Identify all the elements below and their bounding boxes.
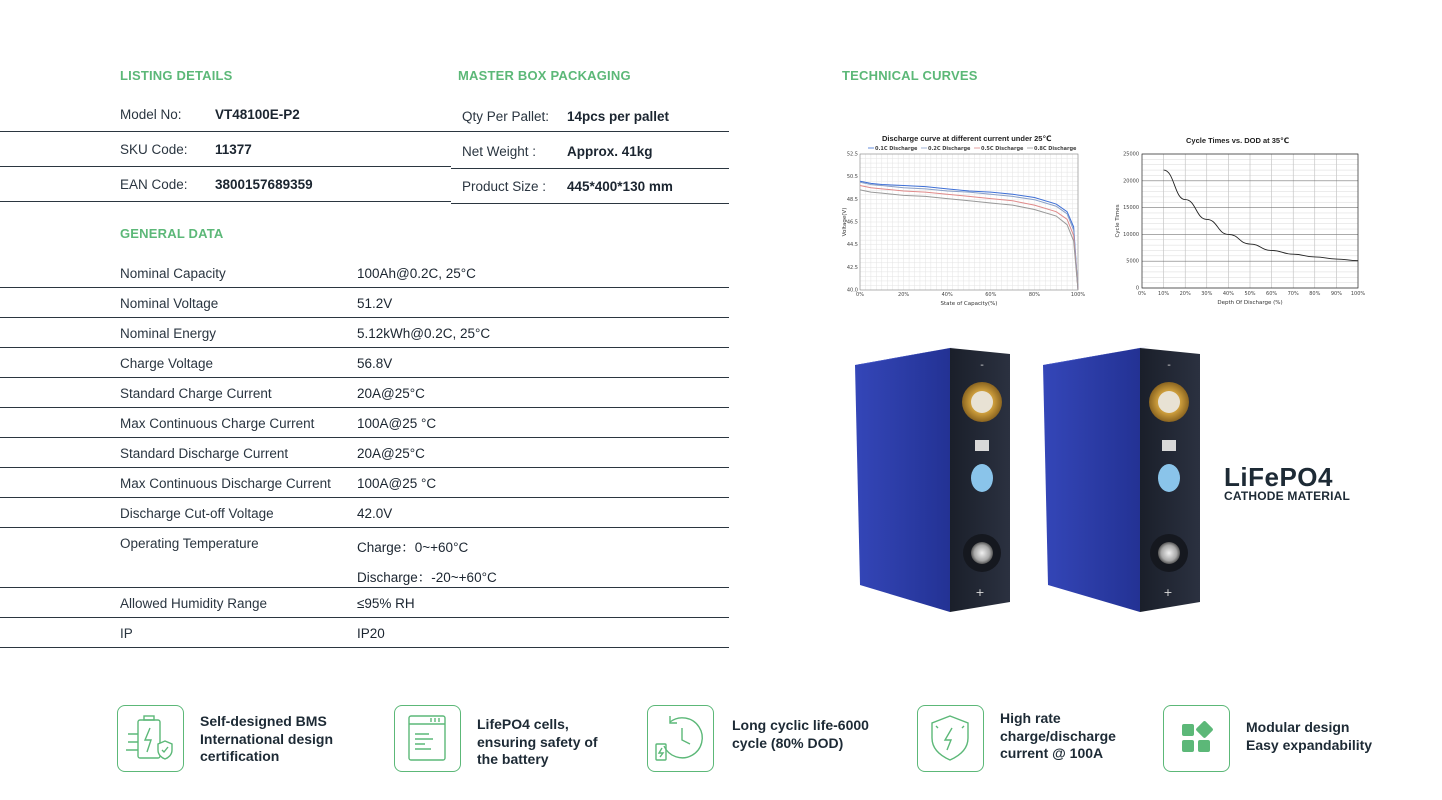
general-data-label: Standard Charge Current bbox=[120, 386, 272, 401]
lifepo4-title: LiFePO4 bbox=[1224, 462, 1333, 492]
model-value: VT48100E-P2 bbox=[215, 106, 300, 122]
chart1-xtick: 100% bbox=[1070, 292, 1086, 298]
weight-value: Approx. 41kg bbox=[567, 143, 653, 159]
general-data-row bbox=[0, 558, 729, 588]
chart1-ytick: 46.5 bbox=[846, 219, 858, 226]
general-data-row bbox=[0, 348, 729, 378]
general-data-label: Nominal Energy bbox=[120, 326, 217, 341]
technical-curves-title: TECHNICAL CURVES bbox=[842, 68, 978, 83]
general-data-value: 42.0V bbox=[357, 506, 393, 521]
chart1-ytick: 50.5 bbox=[846, 174, 858, 181]
battery-cell-left bbox=[855, 346, 1010, 612]
ean-value: 3800157689359 bbox=[215, 176, 313, 192]
feature-bms-line2: International design bbox=[200, 730, 334, 747]
general-data-value: 100A@25 °C bbox=[357, 476, 437, 491]
ean-label: EAN Code: bbox=[120, 176, 188, 192]
general-data-label: Nominal Voltage bbox=[120, 296, 219, 311]
general-data-value: 100A@25 °C bbox=[357, 416, 437, 431]
qty-value: 14pcs per pallet bbox=[567, 109, 670, 124]
cycle-times-chart bbox=[1110, 132, 1370, 312]
general-data-row bbox=[0, 288, 729, 318]
chart1-legend-label: 0.5C Discharge bbox=[981, 146, 1024, 152]
general-data-value: ≤95% RH bbox=[357, 596, 415, 611]
feature-cells-text bbox=[477, 716, 598, 769]
chart2-xtick: 30% bbox=[1201, 291, 1213, 297]
feature-highrate-line2: charge/discharge bbox=[1000, 727, 1116, 744]
listing-details-title: LISTING DETAILS bbox=[120, 68, 233, 83]
feature-modular-line1: Modular design bbox=[1246, 719, 1350, 735]
feature-highrate-line1: High rate bbox=[1000, 710, 1061, 726]
chart2-xtick: 40% bbox=[1222, 291, 1234, 297]
feature-highrate-line3: current @ 100A bbox=[1000, 745, 1104, 761]
chart2-xtick: 90% bbox=[1330, 291, 1342, 297]
model-label: Model No: bbox=[120, 106, 182, 122]
master-box-title: MASTER BOX PACKAGING bbox=[458, 68, 631, 83]
general-data-label: Standard Discharge Current bbox=[120, 446, 289, 461]
general-data-value: 20A@25°C bbox=[357, 446, 425, 461]
general-data-row bbox=[0, 378, 729, 408]
weight-label: Net Weight : bbox=[462, 143, 537, 159]
cycle-times-svg bbox=[1110, 132, 1370, 312]
chart2-ytick: 20000 bbox=[1123, 178, 1139, 185]
general-data-row bbox=[0, 408, 729, 438]
feature-cycle-line1: Long cyclic life-6000 bbox=[732, 717, 869, 733]
chart2-xtick: 10% bbox=[1158, 291, 1170, 297]
feature-modular-line2: Easy expandability bbox=[1246, 736, 1373, 753]
size-value: 445*400*130 mm bbox=[567, 178, 673, 194]
feature-cells-line3: the battery bbox=[477, 751, 549, 767]
battery-cells-image bbox=[850, 340, 1210, 620]
modular-grid-icon bbox=[1163, 705, 1230, 772]
discharge-curve-svg bbox=[838, 132, 1086, 312]
discharge-curve-chart bbox=[838, 132, 1086, 312]
bms-shield-icon bbox=[117, 705, 184, 772]
feature-bms-line3: certification bbox=[200, 748, 280, 764]
general-data-row bbox=[0, 528, 729, 558]
general-data-row bbox=[0, 468, 729, 498]
feature-highrate-text bbox=[1000, 710, 1116, 763]
general-data-label: Charge Voltage bbox=[120, 356, 214, 371]
chart2-xtick: 100% bbox=[1350, 291, 1366, 297]
qty-label: Qty Per Pallet: bbox=[462, 109, 550, 124]
chart1-ytick: 40.0 bbox=[846, 287, 858, 294]
master-row-qty bbox=[451, 99, 729, 134]
chart1-xtick: 20% bbox=[898, 292, 910, 298]
chart1-ytick: 52.5 bbox=[846, 151, 858, 158]
general-data-value: Charge：0~+60°C bbox=[357, 540, 469, 555]
general-data-label: IP bbox=[120, 626, 133, 641]
general-data-row bbox=[0, 588, 729, 618]
listing-row-sku bbox=[0, 132, 451, 167]
general-data-title: GENERAL DATA bbox=[120, 226, 224, 241]
chart2-xtick: 80% bbox=[1309, 291, 1321, 297]
listing-row-ean bbox=[0, 167, 451, 202]
feature-modular-text bbox=[1246, 719, 1372, 754]
feature-cells-line2: ensuring safety of bbox=[477, 733, 598, 750]
general-data-value: Discharge：-20~+60°C bbox=[357, 570, 497, 585]
feature-cycle-line2: cycle (80% DOD) bbox=[732, 734, 844, 751]
general-data-row bbox=[0, 258, 729, 288]
chart1-xlabel: State of Capacity(%) bbox=[940, 301, 998, 307]
chart2-ylabel: Cycle Times bbox=[1115, 204, 1121, 238]
cell-right-negative-mark: - bbox=[1167, 360, 1171, 371]
battery-cell-icon bbox=[394, 705, 461, 772]
chart2-ytick: 15000 bbox=[1123, 205, 1139, 212]
chart2-title: Cycle Times vs. DOD at 35℃ bbox=[1186, 136, 1290, 145]
general-data-row bbox=[0, 498, 729, 528]
chart2-xlabel: Depth Of Discharge (%) bbox=[1217, 300, 1283, 306]
general-data-value: IP20 bbox=[357, 626, 385, 641]
chart1-title: Discharge curve at different current under 25℃ bbox=[882, 134, 1052, 143]
general-data-row bbox=[0, 318, 729, 348]
feature-cells-line1: LifePO4 cells, bbox=[477, 716, 569, 732]
cycle-life-icon bbox=[647, 705, 714, 772]
chart2-series-line bbox=[1164, 170, 1358, 261]
chart1-xtick: 80% bbox=[1028, 292, 1040, 298]
general-data-value: 20A@25°C bbox=[357, 386, 425, 401]
general-data-row bbox=[0, 618, 729, 648]
chart2-ytick: 0 bbox=[1135, 285, 1139, 292]
chart1-legend-label: 0.1C Discharge bbox=[875, 146, 918, 152]
cathode-material-subtitle: CATHODE MATERIAL bbox=[1224, 489, 1351, 503]
feature-cycle-text bbox=[732, 717, 869, 752]
shield-lightning-icon bbox=[917, 705, 984, 772]
cell-left-positive-mark: + bbox=[975, 586, 985, 599]
battery-cell-right bbox=[1043, 346, 1200, 612]
chart1-legend-label: 0.2C Discharge bbox=[928, 146, 971, 152]
chart1-ytick: 42.5 bbox=[846, 264, 858, 271]
chart1-ytick: 44.5 bbox=[846, 242, 858, 249]
general-data-value: 56.8V bbox=[357, 356, 393, 371]
chart2-ytick: 10000 bbox=[1123, 231, 1139, 238]
chart2-xtick: 0% bbox=[1138, 291, 1146, 297]
chart1-xtick: 40% bbox=[941, 292, 953, 298]
chart1-xtick: 60% bbox=[985, 292, 997, 298]
master-row-weight bbox=[451, 134, 729, 169]
chart2-xtick: 60% bbox=[1266, 291, 1278, 297]
master-row-size bbox=[451, 169, 729, 204]
chart2-ytick: 25000 bbox=[1123, 151, 1139, 158]
general-data-value: 51.2V bbox=[357, 296, 393, 311]
chart2-xtick: 20% bbox=[1179, 291, 1191, 297]
general-data-label: Discharge Cut-off Voltage bbox=[120, 506, 274, 521]
general-data-label: Operating Temperature bbox=[120, 536, 259, 551]
chart1-xtick: 0% bbox=[856, 292, 864, 298]
general-data-value: 100Ah@0.2C, 25°C bbox=[357, 266, 476, 281]
feature-bms-line1: Self-designed BMS bbox=[200, 713, 327, 729]
sku-label: SKU Code: bbox=[120, 141, 188, 157]
chart2-xtick: 70% bbox=[1287, 291, 1299, 297]
general-data-value: 5.12kWh@0.2C, 25°C bbox=[357, 326, 491, 341]
chart2-xtick: 50% bbox=[1244, 291, 1256, 297]
general-data-label: Allowed Humidity Range bbox=[120, 596, 268, 611]
size-label: Product Size : bbox=[462, 178, 547, 194]
feature-bms-text bbox=[200, 713, 333, 766]
cell-left-negative-mark: - bbox=[980, 360, 984, 371]
chart1-ylabel: Voltage(V) bbox=[842, 207, 848, 237]
chart1-legend-label: 0.8C Discharge bbox=[1034, 146, 1077, 152]
general-data-label: Nominal Capacity bbox=[120, 266, 226, 281]
general-data-label: Max Continuous Discharge Current bbox=[120, 476, 331, 491]
cell-right-positive-mark: + bbox=[1163, 586, 1173, 599]
general-data-label: Max Continuous Charge Current bbox=[120, 416, 315, 431]
chart2-ytick: 5000 bbox=[1126, 258, 1139, 265]
chart1-ytick: 48.5 bbox=[846, 196, 858, 203]
general-data-row bbox=[0, 438, 729, 468]
sku-value: 11377 bbox=[215, 141, 252, 157]
